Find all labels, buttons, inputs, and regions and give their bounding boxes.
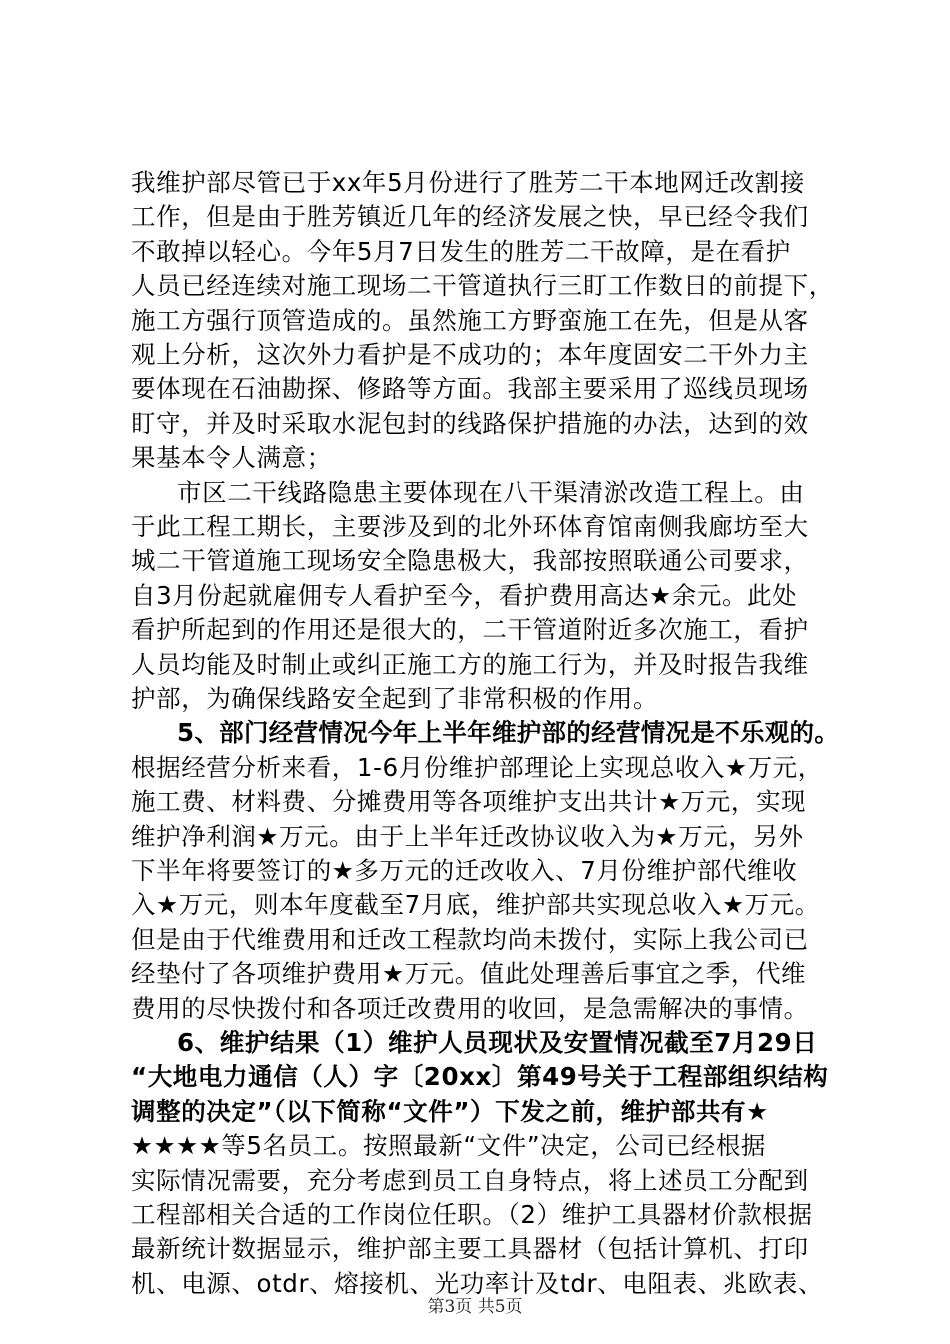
text-line: 费用的尽快拨付和各项迁改费用的收回，是急需解决的事情。 xyxy=(131,993,809,1023)
text-line: 施工费、材料费、分摊费用等各项维护支出共计★万元，实现 xyxy=(131,787,807,817)
text-line: 护部，为确保线路安全起到了非常积极的作用。 xyxy=(131,684,659,713)
text-line: 自3月份起就雇佣专人看护至今，看护费用高达★余元。此处 xyxy=(131,580,798,610)
text-line: 我维护部尽管已于xx年5月份进行了胜芳二干本地网迁改割接 xyxy=(131,168,805,197)
text-line: 工作，但是由于胜芳镇近几年的经济发展之快，早已经令我们 xyxy=(131,202,809,232)
text-line: 盯守，并及时采取水泥包封的线路保护措施的办法，达到的效 xyxy=(131,408,809,438)
text-line: 但是由于代维费用和迁改工程款均尚未拨付，实际上我公司已 xyxy=(131,924,809,954)
text-line: 维护净利润★万元。由于上半年迁改协议收入为★万元，另外 xyxy=(131,821,804,851)
text-line: 人员已经连续对施工现场二干管道执行三盯工作数日的前提下， xyxy=(131,271,834,301)
text-line: 5、部门经营情况今年上半年维护部的经营情况是不乐观的。 xyxy=(177,718,840,748)
text-line: 不敢掉以轻心。今年5月7日发生的胜芳二干故障，是在看护 xyxy=(131,236,791,266)
text-line: 市区二干线路隐患主要体现在八干渠清淤改造工程上。由 xyxy=(177,477,805,507)
text-line: 入★万元，则本年度截至7月底，维护部共实现总收入★万元。 xyxy=(131,890,820,920)
text-line: 调整的决定”（以下简称“文件”）下发之前，维护部共有★ xyxy=(131,1096,769,1126)
text-line: 6、维护结果（1）维护人员现状及安置情况截至7月29日 xyxy=(177,1028,818,1057)
text-line: 观上分析，这次外力看护是不成功的；本年度固安二干外力主 xyxy=(131,340,809,369)
text-line: 实际情况需要，充分考虑到员工自身特点，将上述员工分配到 xyxy=(131,1165,809,1195)
text-line: 经垫付了各项维护费用★万元。值此处理善后事宜之季，代维 xyxy=(131,959,807,989)
text-line: “大地电力通信（人）字〔20xx〕第49号关于工程部组织结构 xyxy=(131,1062,829,1092)
text-line: 下半年将要签订的★多万元的迁改收入、7月份维护部代维收 xyxy=(131,856,798,885)
text-line: 根据经营分析来看，1-6月份维护部理论上实现总收入★万元， xyxy=(131,752,823,782)
text-line: 于此工程工期长，主要涉及到的北外环体育馆南侧我廊坊至大 xyxy=(131,512,809,541)
text-line: 人员均能及时制止或纠正施工方的施工行为，并及时报告我维 xyxy=(131,649,809,679)
text-line: ★★★★等5名员工。按照最新“文件”决定，公司已经根据 xyxy=(131,1131,767,1161)
text-line: 果基本令人满意； xyxy=(131,443,332,473)
text-line: 工程部相关合适的工作岗位任职。（2）维护工具器材价款根据 xyxy=(131,1200,813,1229)
text-line: 最新统计数据显示，维护部主要工具器材（包括计算机、打印 xyxy=(131,1234,809,1264)
text-line: 看护所起到的作用还是很大的，二干管道附近多次施工，看护 xyxy=(131,615,809,645)
text-line: 城二干管道施工现场安全隐患极大，我部按照联通公司要求， xyxy=(131,546,809,576)
page-footer: 第3页 共5页 xyxy=(427,1297,523,1317)
text-line: 施工方强行顶管造成的。虽然施工方野蛮施工在先，但是从客 xyxy=(131,305,809,335)
text-line: 要体现在石油勘探、修路等方面。我部主要采用了巡线员现场 xyxy=(131,374,809,404)
text-line: 机、电源、otdr、熔接机、光功率计及tdr、电阻表、兆欧表、 xyxy=(131,1268,824,1298)
